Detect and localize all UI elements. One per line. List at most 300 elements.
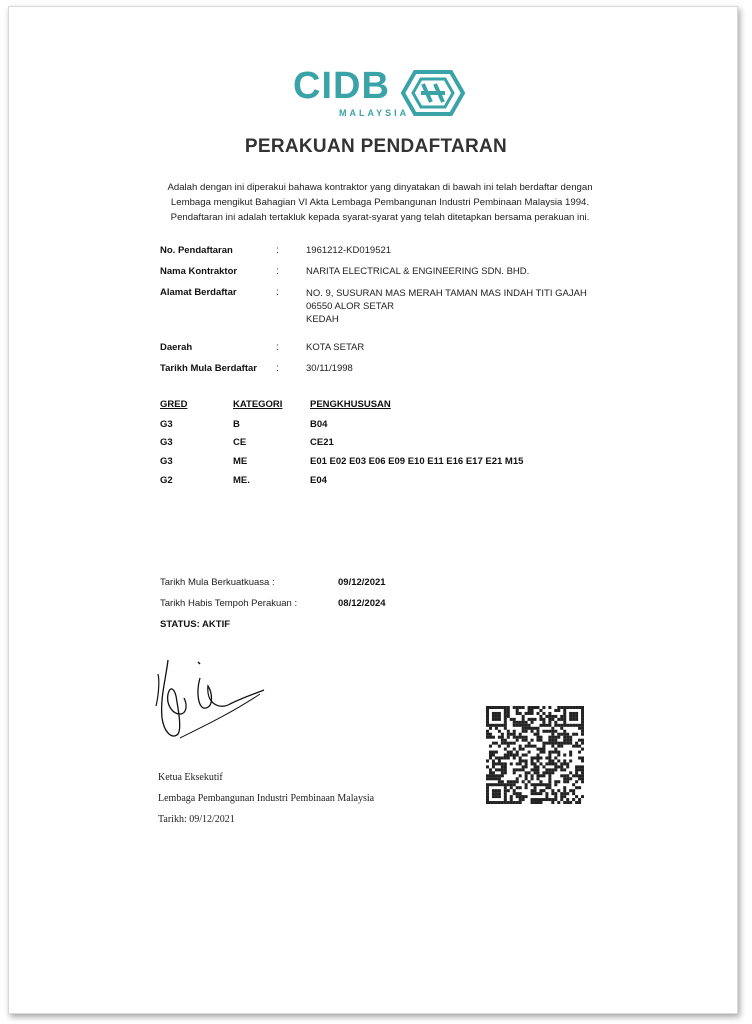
qr-module [489, 777, 492, 780]
qr-module [581, 742, 584, 745]
expiry-date-value: 08/12/2024 [338, 598, 386, 609]
qr-module [516, 724, 519, 727]
qr-module [498, 706, 501, 709]
qr-module [575, 774, 578, 777]
qr-module [539, 751, 542, 754]
qr-module [486, 774, 489, 777]
qr-module [525, 754, 528, 757]
qr-module [536, 756, 539, 759]
qr-module [575, 712, 578, 715]
qr-module [554, 762, 557, 765]
signatory-role: Ketua Eksekutif [158, 772, 223, 783]
qr-module [557, 724, 560, 727]
qr-module [569, 751, 572, 754]
qr-module [557, 706, 560, 709]
qr-module [486, 789, 489, 792]
qr-module [525, 759, 528, 762]
qr-module [510, 801, 513, 804]
qr-module [486, 706, 489, 709]
qr-module [581, 748, 584, 751]
qr-module [510, 742, 513, 745]
qr-module [581, 795, 584, 798]
qr-module [554, 748, 557, 751]
qr-module [522, 739, 525, 742]
start-date-label: Tarikh Mula Berdaftar [160, 363, 257, 374]
start-date-value: 30/11/1998 [306, 363, 353, 374]
qr-module [534, 727, 537, 730]
qr-module [551, 715, 554, 718]
qr-module [516, 780, 519, 783]
qr-module [551, 730, 554, 733]
qr-module [510, 718, 513, 721]
qr-module [531, 774, 534, 777]
qr-module [522, 718, 525, 721]
qr-module [489, 736, 492, 739]
qr-module [575, 742, 578, 745]
qr-module [504, 715, 507, 718]
qr-module [542, 751, 545, 754]
qr-module [548, 756, 551, 759]
qr-module [575, 733, 578, 736]
qr-module [566, 777, 569, 780]
qr-module [504, 789, 507, 792]
qr-module [510, 795, 513, 798]
qr-module [516, 709, 519, 712]
qr-module [569, 724, 572, 727]
qr-module [542, 774, 545, 777]
qr-module [501, 762, 504, 765]
qr-module [486, 724, 489, 727]
qr-module [531, 762, 534, 765]
qr-module [575, 745, 578, 748]
qr-module [563, 739, 566, 742]
qr-module [501, 756, 504, 759]
qr-module [531, 739, 534, 742]
qr-module [489, 733, 492, 736]
qr-module [536, 774, 539, 777]
qr-module [519, 786, 522, 789]
qr-module [489, 756, 492, 759]
qr-module [513, 771, 516, 774]
qr-module [539, 756, 542, 759]
grade-cell: G3 [160, 437, 173, 448]
qr-module [504, 768, 507, 771]
qr-module [575, 765, 578, 768]
qr-module [551, 768, 554, 771]
qr-module [528, 745, 531, 748]
qr-module [492, 712, 495, 715]
qr-module [498, 756, 501, 759]
qr-module [507, 754, 510, 757]
qr-module [516, 801, 519, 804]
qr-module [492, 706, 495, 709]
qr-module [522, 768, 525, 771]
qr-module [504, 792, 507, 795]
qr-module [554, 742, 557, 745]
qr-module [554, 736, 557, 739]
qr-module [516, 795, 519, 798]
qr-module [563, 724, 566, 727]
qr-module [542, 783, 545, 786]
specialization-cell: CE21 [310, 437, 334, 448]
signature-image [150, 648, 280, 748]
qr-module [536, 754, 539, 757]
qr-module [507, 706, 510, 709]
qr-module [542, 721, 545, 724]
qr-module [522, 706, 525, 709]
qr-module [525, 765, 528, 768]
colon: : [276, 342, 279, 353]
qr-module [495, 712, 498, 715]
qr-module [507, 730, 510, 733]
qr-module [486, 783, 489, 786]
qr-module [581, 724, 584, 727]
qr-module [492, 759, 495, 762]
qr-module [495, 777, 498, 780]
grade-cell: G2 [160, 475, 173, 486]
qr-module [507, 733, 510, 736]
qr-module [545, 798, 548, 801]
qr-module [531, 792, 534, 795]
qr-module [525, 771, 528, 774]
qr-module [522, 765, 525, 768]
qr-module [554, 768, 557, 771]
qr-module [548, 724, 551, 727]
qr-module [486, 730, 489, 733]
qr-module [504, 762, 507, 765]
qr-module [536, 706, 539, 709]
qr-module [581, 706, 584, 709]
status-text: STATUS: AKTIF [160, 619, 231, 630]
qr-module [486, 715, 489, 718]
qr-module [557, 801, 560, 804]
reg-no-value: 1961212-KD019521 [306, 245, 392, 256]
qr-module [545, 795, 548, 798]
qr-module [572, 783, 575, 786]
qr-module [498, 774, 501, 777]
qr-module [548, 754, 551, 757]
qr-module [531, 777, 534, 780]
qr-module [498, 783, 501, 786]
qr-module [581, 739, 584, 742]
qr-module [495, 783, 498, 786]
qr-module [525, 745, 528, 748]
qr-module [536, 768, 539, 771]
qr-module [575, 718, 578, 721]
qr-module [536, 733, 539, 736]
qr-module [525, 712, 528, 715]
effective-date-value: 09/12/2021 [338, 577, 386, 588]
qr-module [534, 706, 537, 709]
qr-module [513, 733, 516, 736]
qr-module [566, 733, 569, 736]
grade-header: GRED [160, 399, 188, 410]
intro-line: Pendaftaran ini adalah tertakluk kepada syarat-syarat yang telah ditetapkan bersama perakuan ini. [170, 212, 590, 223]
qr-module [498, 715, 501, 718]
qr-module [516, 777, 519, 780]
qr-module [566, 780, 569, 783]
qr-module [495, 792, 498, 795]
qr-module [578, 706, 581, 709]
qr-module [522, 795, 525, 798]
category-cell: B [233, 419, 240, 430]
qr-module [498, 762, 501, 765]
colon: : [276, 363, 279, 374]
qr-module [516, 792, 519, 795]
qr-module [519, 712, 522, 715]
qr-module [489, 754, 492, 757]
qr-module [554, 783, 557, 786]
effective-date-label: Tarikh Mula Berkuatkuasa : [160, 577, 275, 588]
qr-module [551, 762, 554, 765]
qr-module [542, 798, 545, 801]
qr-module [563, 762, 566, 765]
qr-module [534, 768, 537, 771]
qr-module [548, 721, 551, 724]
qr-module [581, 765, 584, 768]
qr-module [498, 768, 501, 771]
qr-module [575, 786, 578, 789]
qr-module [551, 801, 554, 804]
qr-module [581, 777, 584, 780]
qr-module [501, 724, 504, 727]
qr-module [548, 736, 551, 739]
qr-module [492, 774, 495, 777]
qr-module [566, 762, 569, 765]
qr-module [539, 718, 542, 721]
qr-module [539, 748, 542, 751]
qr-module [557, 742, 560, 745]
qr-module [513, 721, 516, 724]
qr-module [539, 762, 542, 765]
qr-module [519, 745, 522, 748]
qr-module [563, 777, 566, 780]
qr-module [498, 718, 501, 721]
page-title: PERAKUAN PENDAFTARAN [244, 136, 508, 157]
qr-module [513, 736, 516, 739]
qr-module [531, 718, 534, 721]
qr-module [492, 762, 495, 765]
qr-module [528, 751, 531, 754]
qr-module [569, 715, 572, 718]
qr-module [516, 712, 519, 715]
qr-module [495, 724, 498, 727]
qr-module [542, 712, 545, 715]
qr-module [548, 715, 551, 718]
qr-module [560, 774, 563, 777]
qr-module [572, 724, 575, 727]
qr-module [498, 780, 501, 783]
qr-module [492, 736, 495, 739]
qr-module [525, 724, 528, 727]
qr-module [575, 715, 578, 718]
qr-module [486, 798, 489, 801]
qr-module [507, 756, 510, 759]
qr-module [572, 798, 575, 801]
qr-module [504, 712, 507, 715]
colon: : [276, 287, 279, 298]
qr-module [504, 801, 507, 804]
qr-module [492, 795, 495, 798]
qr-module [492, 801, 495, 804]
qr-module [581, 727, 584, 730]
qr-module [498, 736, 501, 739]
logo-subtitle: MALAYSIA [339, 108, 410, 118]
qr-module [516, 721, 519, 724]
specialization-cell: B04 [310, 419, 328, 430]
qr-module [554, 792, 557, 795]
qr-module [578, 724, 581, 727]
qr-module [486, 712, 489, 715]
qr-module [507, 715, 510, 718]
qr-module [545, 783, 548, 786]
qr-module [539, 739, 542, 742]
qr-module [498, 724, 501, 727]
qr-module [554, 780, 557, 783]
qr-module [528, 724, 531, 727]
qr-module [578, 756, 581, 759]
specialization-cell: E01 E02 E03 E06 E09 E10 E11 E16 E17 E21 M15 [310, 456, 524, 467]
qr-module [560, 724, 563, 727]
qr-module [510, 798, 513, 801]
qr-module [513, 792, 516, 795]
qr-module [504, 765, 507, 768]
qr-module [563, 774, 566, 777]
address-label: Alamat Berdaftar [160, 287, 237, 298]
qr-module [507, 736, 510, 739]
qr-module [492, 765, 495, 768]
qr-module [507, 751, 510, 754]
qr-module [563, 789, 566, 792]
qr-module [548, 742, 551, 745]
qr-module [542, 742, 545, 745]
qr-module [519, 721, 522, 724]
qr-module [563, 801, 566, 804]
qr-module [539, 780, 542, 783]
qr-module [566, 706, 569, 709]
qr-module [501, 739, 504, 742]
qr-module [528, 709, 531, 712]
qr-module [581, 715, 584, 718]
qr-module [510, 733, 513, 736]
qr-module [498, 795, 501, 798]
qr-module [557, 765, 560, 768]
qr-module [525, 736, 528, 739]
qr-module [504, 748, 507, 751]
qr-module [519, 798, 522, 801]
qr-module [563, 742, 566, 745]
qr-module [557, 733, 560, 736]
qr-module [531, 730, 534, 733]
qr-module [522, 798, 525, 801]
qr-module [563, 792, 566, 795]
qr-module [504, 795, 507, 798]
qr-module [504, 756, 507, 759]
qr-module [569, 771, 572, 774]
qr-module [548, 777, 551, 780]
qr-module [548, 751, 551, 754]
qr-module [510, 754, 513, 757]
qr-module [551, 759, 554, 762]
qr-module [498, 789, 501, 792]
qr-module [548, 786, 551, 789]
qr-module [516, 754, 519, 757]
qr-module [551, 771, 554, 774]
qr-module [575, 771, 578, 774]
qr-module [578, 801, 581, 804]
qr-module [534, 783, 537, 786]
qr-module [504, 721, 507, 724]
qr-module [566, 742, 569, 745]
qr-module [560, 706, 563, 709]
qr-module [557, 751, 560, 754]
qr-module [548, 768, 551, 771]
qr-module [534, 733, 537, 736]
qr-module [569, 801, 572, 804]
qr-module [489, 706, 492, 709]
intro-line: Lembaga mengikut Bahagian VI Akta Lembaga Pembangunan Industri Pembinaan Malaysia 1994. [170, 197, 590, 208]
address-line: 06550 ALOR SETAR [306, 301, 395, 312]
qr-module [486, 718, 489, 721]
qr-module [492, 742, 495, 745]
signatory-organization: Lembaga Pembangunan Industri Pembinaan Malaysia [158, 793, 375, 804]
qr-module [513, 780, 516, 783]
qr-module [545, 771, 548, 774]
qr-module [486, 709, 489, 712]
category-cell: CE [233, 437, 247, 448]
qr-module [516, 751, 519, 754]
qr-module [495, 762, 498, 765]
qr-module [534, 798, 537, 801]
qr-module [551, 736, 554, 739]
qr-module [516, 768, 519, 771]
qr-module [563, 712, 566, 715]
qr-module [498, 745, 501, 748]
qr-module [492, 718, 495, 721]
grade-cell: G3 [160, 456, 173, 467]
reg-no-label: No. Pendaftaran [160, 245, 233, 256]
qr-module [489, 724, 492, 727]
qr-module [519, 762, 522, 765]
qr-module [486, 759, 489, 762]
qr-module [486, 765, 489, 768]
qr-module [578, 798, 581, 801]
qr-module [525, 777, 528, 780]
qr-module [495, 751, 498, 754]
qr-module [492, 715, 495, 718]
qr-module [510, 780, 513, 783]
qr-module [575, 780, 578, 783]
qr-module [563, 715, 566, 718]
qr-module [519, 759, 522, 762]
qr-module [536, 801, 539, 804]
qr-module [542, 745, 545, 748]
qr-module [489, 774, 492, 777]
qr-module [504, 724, 507, 727]
qr-code-image [486, 706, 584, 804]
qr-module [492, 771, 495, 774]
qr-module [513, 706, 516, 709]
qr-module [525, 786, 528, 789]
qr-module [534, 771, 537, 774]
qr-module [495, 727, 498, 730]
qr-module [581, 774, 584, 777]
qr-module [489, 768, 492, 771]
qr-module [531, 756, 534, 759]
qr-module [545, 756, 548, 759]
qr-module [489, 745, 492, 748]
qr-module [551, 745, 554, 748]
